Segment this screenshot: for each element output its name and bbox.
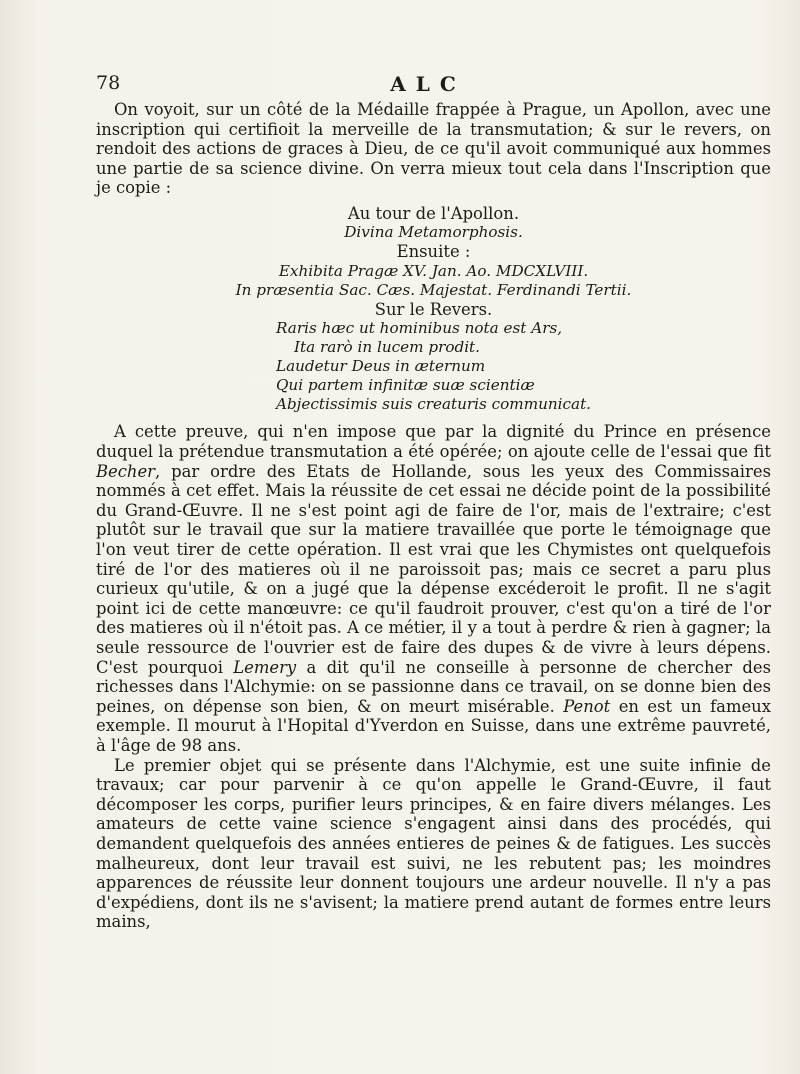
name-becher: Becher — [96, 461, 156, 481]
inscription-line-2: Exhibita Pragæ XV. Jan. Ao. MDCXLVIII. — [278, 261, 589, 280]
paragraph-3: Le premier objet qui se présente dans l'Alchymie, est une suite infinie de travaux; car pour parvenir à ce qu'on appelle le Grand-Œuvre, il faut décomposer les corps, purifier leurs principes, & en faire divers mélanges. Les amateurs de cette vaine science s'engagent ainsi dans des procédés, qui demandent quelquefois des années entieres de peines & de fatigues. Les succès malheureux, dont leur travail est suivi, ne les rebutent pas; les moindres apparences de réussite leur donnent toujours une ardeur nouvelle. Il n'y a pas d'expédiens, dont ils ne s'avisent; la matiere prend autant de formes entre leurs mains, — [96, 755, 771, 932]
inscription-line-3: In præsentia Sac. Cæs. Majestat. Ferdinandi Tertii. — [235, 280, 632, 299]
inscription-line-1: Divina Metamorphosis. — [344, 223, 523, 242]
paragraph-2 — [96, 422, 771, 755]
page-header — [96, 72, 760, 98]
paragraph-2-part-1: A cette preuve, qui n'en impose que par la dignité du Prince en présence duquel la prétendue transmutation a été opérée; on ajoute celle de l'essai que fit — [96, 422, 771, 462]
paragraph-1: On voyoit, sur un côté de la Médaille frappée à Prague, un Apollon, avec une inscription qui certifioit la merveille de la transmutation; & sur le revers, on rendoit des actions de graces à Dieu, de ce qu'il avoit communiqué aux hommes une partie de sa science divine. On verra mieux tout cela dans l'Inscription que je copie : — [96, 100, 771, 198]
inscription — [96, 204, 771, 415]
inscription-heading-apollon: Au tour de l'Apollon. — [347, 203, 520, 223]
inscription-heading-revers: Sur le Revers. — [374, 299, 493, 319]
body-text — [96, 100, 771, 932]
paragraph-2-part-2: , par ordre des Etats de Hollande, sous les yeux des Commissaires nommés à cet effet. Mais la réussite de cet essai ne décide point de la possibilité du Grand-Œuvre. Il ne s'est point agi de faire de l'or, mais de l'extraire; c'est plutôt sur le travail que sur la matiere travaillée que porte le témoignage que l'on veut tirer de cette opération. Il est vrai que les Chymistes ont quelquefois tiré de l'or des matieres où il ne paroissoit pas; mais ce secret a paru plus curieux qu'utile, & on a jugé que la dépense excéderoit le profit. Il ne s'agit point ici de cette manœuvre: ce qu'il faudroit prouver, c'est qu'on a tiré de l'or des matieres où il n'étoit pas. A ce métier, il y a tout à perdre & rien à gagner; la seule ressource de l'ouvrier est de faire des dupes & de vivre à leurs dépens. C'est pourquoi — [96, 461, 771, 677]
name-penot: Penot — [563, 696, 611, 716]
verse-line-4: Qui partem infinitæ suæ scientiæ — [275, 376, 535, 395]
verse-line-1: Raris hæc ut hominibus nota est Ars, — [275, 319, 563, 338]
running-head: ALC — [390, 72, 466, 96]
name-lemery: Lemery — [233, 657, 297, 677]
verse-line-3: Laudetur Deus in æternum — [275, 357, 486, 376]
verse-line-5: Abjectissimis suis creaturis communicat. — [275, 395, 592, 414]
paragraph-2-part-3: a dit qu'il ne conseille à personne de chercher des richesses dans l'Alchymie: on se passionne dans ce travail, on se donne bien des peines, on dépense son bien, & on meurt misérable. — [96, 657, 771, 716]
inscription-heading-ensuite: Ensuite : — [396, 242, 471, 262]
inscription-verse — [276, 319, 591, 414]
page-number: 78 — [96, 72, 121, 94]
verse-line-2: Ita rarò in lucem prodit. — [293, 338, 480, 357]
paragraph-2-part-4: en est un fameux exemple. Il mourut à l'Hopital d'Yverdon en Suisse, dans une extrême pauvreté, à l'âge de 98 ans. — [96, 696, 771, 755]
